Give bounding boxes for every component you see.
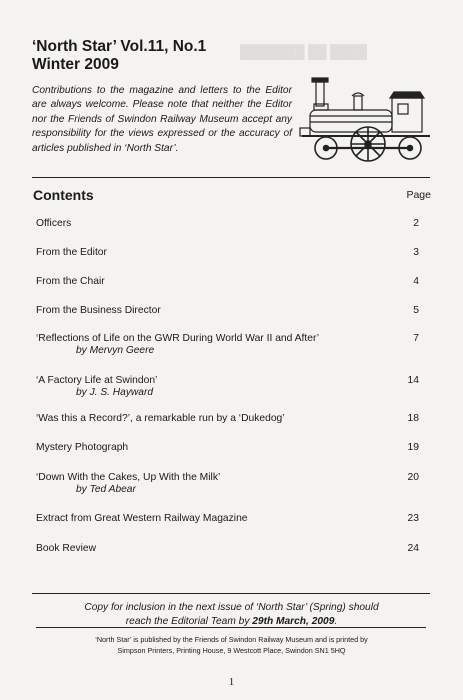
toc-entry bbox=[36, 305, 419, 316]
top-divider bbox=[32, 177, 430, 178]
copy-note-line1: Copy for inclusion in the next issue of ‘North Star’ (Spring) should bbox=[84, 602, 379, 613]
toc-entry bbox=[36, 442, 419, 453]
toc-entry-title: ‘Down With the Cakes, Up With the Milk’ bbox=[36, 472, 221, 483]
toc-entry-page: 7 bbox=[413, 333, 419, 344]
copy-note-prefix: reach the Editorial Team by bbox=[125, 615, 253, 627]
toc-entry-page: 18 bbox=[407, 413, 419, 424]
toc-entry bbox=[36, 333, 419, 356]
toc-entry bbox=[36, 276, 419, 287]
toc-entry-page: 20 bbox=[407, 472, 419, 483]
toc-entry bbox=[36, 513, 419, 524]
toc-entry-page: 5 bbox=[413, 305, 419, 316]
toc-entry bbox=[36, 472, 419, 495]
toc-entry-page: 23 bbox=[407, 513, 419, 524]
page-column-heading: Page bbox=[406, 189, 431, 201]
toc-entry-title: From the Business Director bbox=[36, 305, 161, 316]
page-title bbox=[32, 38, 206, 74]
copy-deadline-note bbox=[40, 601, 423, 628]
title-volume: ‘North Star’ Vol.11, No.1 bbox=[32, 38, 207, 55]
title-issue: Winter 2009 bbox=[32, 56, 119, 73]
toc-entry bbox=[36, 413, 419, 424]
steam-locomotive-icon bbox=[296, 74, 436, 166]
toc-entry-title: ‘A Factory Life at Swindon’ bbox=[36, 375, 158, 386]
toc-entry bbox=[36, 543, 419, 554]
toc-entry-title: From the Editor bbox=[36, 247, 107, 258]
footer-divider bbox=[36, 627, 426, 628]
toc-entry-page: 2 bbox=[413, 218, 419, 229]
show-through-decoration: ████ ██ ███████ bbox=[240, 44, 367, 59]
toc-entry-page: 3 bbox=[413, 247, 419, 258]
toc-entry-page: 4 bbox=[413, 276, 419, 287]
contents-heading: Contents bbox=[33, 187, 94, 203]
toc-entry-author: by Ted Abear bbox=[76, 484, 136, 495]
toc-entry-title: Extract from Great Western Railway Magazine bbox=[36, 513, 248, 524]
copy-note-suffix: . bbox=[334, 615, 338, 627]
toc-entry-page: 14 bbox=[407, 375, 419, 386]
toc-entry-page: 24 bbox=[407, 543, 419, 554]
toc-entry-title: Mystery Photograph bbox=[36, 442, 129, 453]
footer-line2: Simpson Printers, Printing House, 9 Westcott Place, Swindon SN1 5HQ bbox=[117, 645, 346, 655]
toc-entry bbox=[36, 247, 419, 258]
footer-line1: ‘North Star’ is published by the Friends of Swindon Railway Museum and is printed by bbox=[95, 635, 368, 644]
intro-paragraph: Contributions to the magazine and letters to the Editor are always welcome. Please note that neither the Editor nor the Friends of Swindon Railway Museum accept any responsibility for the views expressed or the accuracy of articles published in ‘North Star’. bbox=[32, 85, 292, 154]
toc-entry-title: Officers bbox=[36, 218, 72, 229]
copy-note-line2 bbox=[40, 615, 423, 629]
toc-entry-title: From the Chair bbox=[36, 276, 105, 287]
publisher-footer bbox=[40, 635, 423, 656]
toc-entry-author: by Mervyn Geere bbox=[76, 345, 155, 356]
page-number: 1 bbox=[228, 676, 235, 688]
toc-entry-title: ‘Reflections of Life on the GWR During World War II and After’ bbox=[36, 333, 320, 344]
toc-entry-author: by J. S. Hayward bbox=[76, 387, 153, 398]
toc-entry bbox=[36, 375, 419, 398]
toc-entry-title: Book Review bbox=[36, 543, 97, 554]
bottom-divider bbox=[32, 593, 430, 594]
toc-entry-title: ‘Was this a Record?’, a remarkable run by a ‘Dukedog’ bbox=[36, 413, 285, 424]
toc-entry bbox=[36, 218, 419, 229]
toc-entry-page: 19 bbox=[407, 442, 419, 453]
copy-deadline-date: 29th March, 2009 bbox=[252, 615, 335, 627]
